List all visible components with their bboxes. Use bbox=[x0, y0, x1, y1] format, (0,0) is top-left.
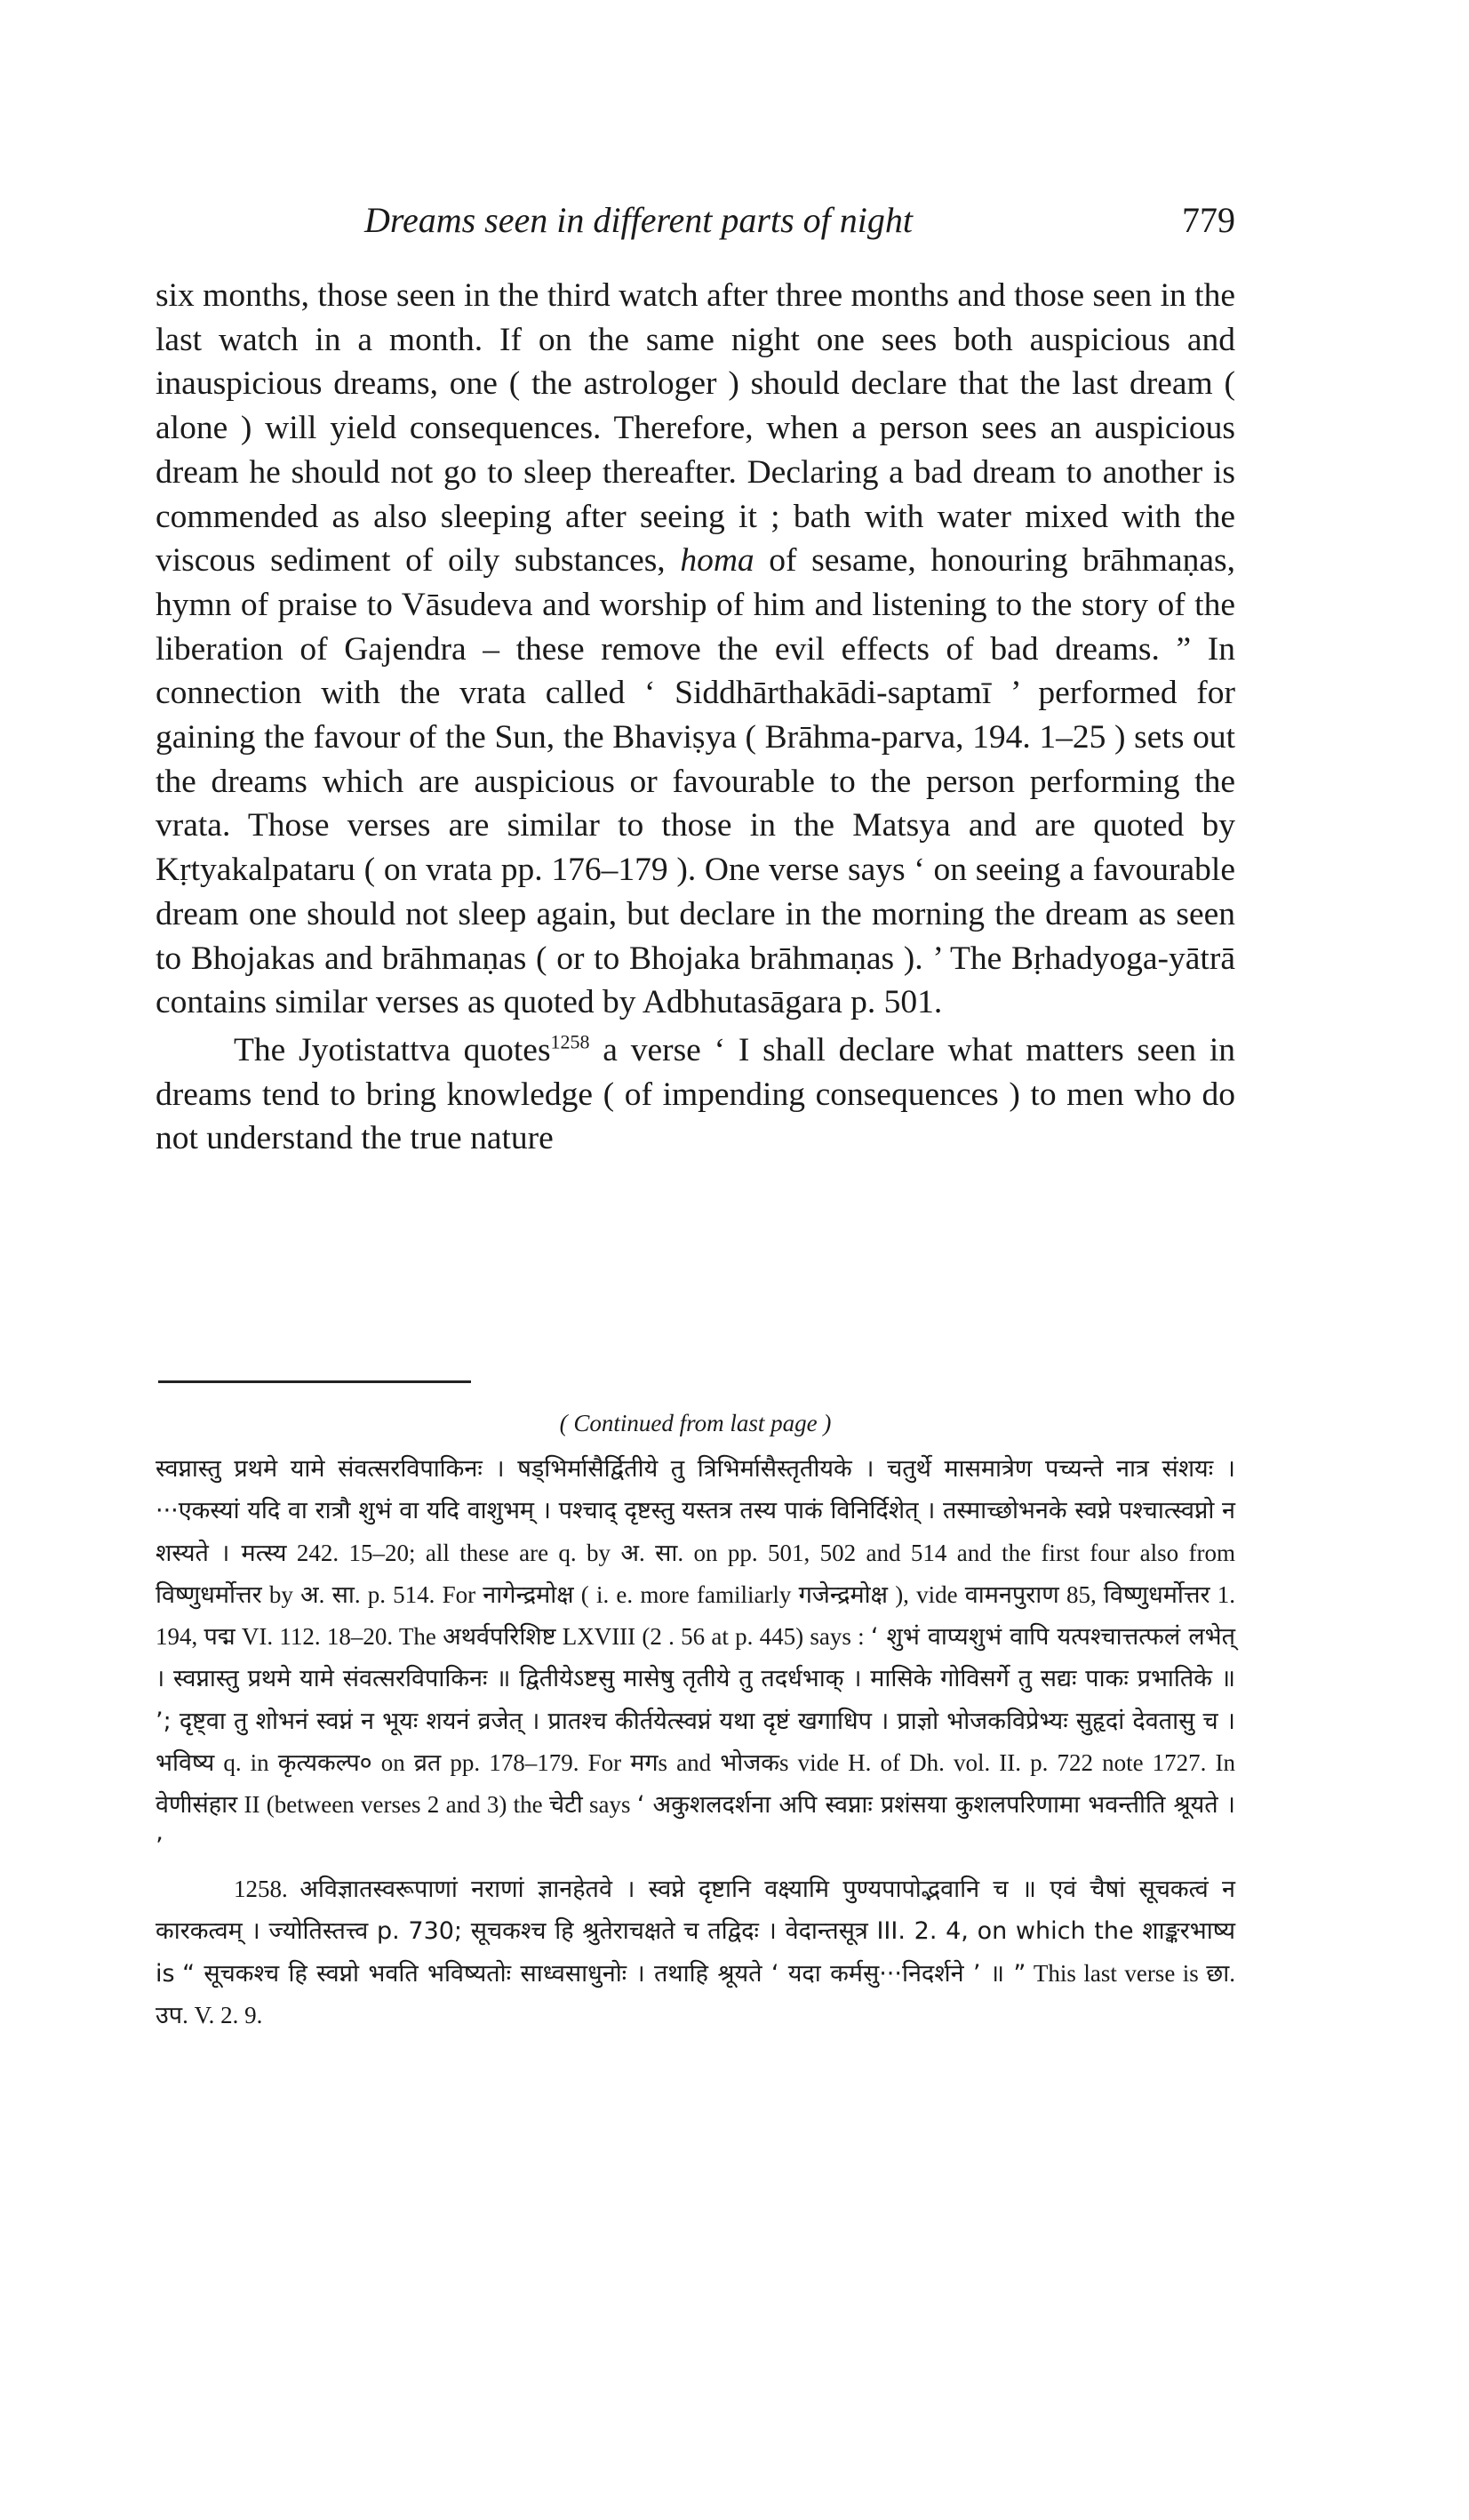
fn-1258-a: अविज्ञातस्वरूपाणां नराणां ज्ञानहेतवे । स्वप्ने दृष्टानि वक्ष्यामि पुण्यपापोद्भवानि च ॥ एवं चैषां सूचकत्वं न कारकत्वम् । ज्योतिस्तत्त्व p. 730; सूचकश्च हि श्रुतेराचक्षते च तद्विदः । वेदान्तसूत्र III. 2. 4, on which the शाङ्करभाष्य is bbox=[156, 1875, 1236, 1988]
paragraph-2-start: The Jyotistattva quotes bbox=[234, 1031, 551, 1068]
body-paragraph-1 bbox=[156, 274, 1235, 1025]
fn-cont-5: ‘ अकुशलदर्शना अपि स्वप्नाः प्रशंसया कुशलपरिणामा भवन्तीति श्रूयते । ’ bbox=[156, 1790, 1236, 1860]
homa-term: homa bbox=[680, 542, 754, 580]
body-paragraph-2 bbox=[156, 1028, 1235, 1161]
continued-label: ( Continued from last page ) bbox=[559, 1410, 832, 1436]
body-text bbox=[156, 274, 1235, 1161]
fn-cont-1: स्वप्नास्तु प्रथमे यामे संवत्सरविपाकिनः । षड्भिर्मासैर्द्वितीये तु त्रिभिर्मासैस्तृतीयके । चतुर्थे मासमात्रेण पच्यन्ते नात्र संशयः ।···एकस्यां यदि वा रात्रौ शुभं वा यदि वाशुभम् । पश्चाद् दृष्टस्तु यस्तत्र तस्य पाकं विनिर्दिशेत् । तस्माच्छोभनके स्वप्ने पश्चात्स्वप्नो न शस्यते । मत्स्य bbox=[156, 1454, 1235, 1567]
footnote-divider bbox=[158, 1380, 471, 1383]
fn-cont-4: भविष्य q. in कृत्यकल्प० on व्रत pp. 178–179. For मगs and भोजकs vide H. of Dh. vol. II. p. 722 note 1727. In वेणीसंहार II (between verses 2 and 3) the चेटी says bbox=[156, 1749, 1235, 1818]
footnote-marker-1258: 1258 bbox=[550, 1030, 590, 1053]
fn-cont-2: 242. 15–20; all these are q. by अ. सा. on pp. 501, 502 and 514 and the first four also from विष्णुधर्मोत्तर by अ. सा. p. 514. For नागेन्द्रमोक्ष ( i. e. more familiarly गजेन्द्रमोक्ष ), vide वामनपुराण 85, विष्णुधर्मोत्तर 1. 194, पद्म VI. 112. 18–20. The अथर्वपरिशिष्ट LXVIII (2 . 56 at p. 445) says : bbox=[156, 1539, 1236, 1650]
running-title: Dreams seen in different parts of night bbox=[364, 200, 913, 240]
running-head bbox=[160, 199, 1235, 252]
fn-cont-3: ‘ शुभं वाप्यशुभं वापि यत्पश्चात्तत्फलं लभेत् । स्वप्नास्तु प्रथमे यामे संवत्सरविपाकिनः ॥ द्वितीयेऽष्टसु मासेषु तृतीये तु तदर्धभाक् । मासिके गोविसर्गे तु सद्यः पाकः प्रभातिके ॥ ’; दृष्ट्वा तु शोभनं स्वप्नं न भूयः शयनं व्रजेत् । प्रातश्च कीर्तयेत्स्वप्नं यथा दृष्टं खगाधिप । प्राज्ञो भोजकविप्रेभ्यः सुहृदां देवतासु च । bbox=[156, 1622, 1235, 1735]
fn-1258-b: “ सूचकश्च हि स्वप्नो भवति भविष्यतोः साध्वसाधुनोः । तथाहि श्रूयते ‘ यदा कर्मसु···निदर्शने ’ ॥ ” bbox=[182, 1959, 1026, 1988]
footnote-1258 bbox=[156, 1868, 1235, 2036]
footnotes bbox=[156, 1403, 1235, 2036]
footnote-continued bbox=[156, 1448, 1235, 1868]
paragraph-1-part-a: six months, those seen in the third watch after three months and those seen in the last watch in a month. If on the same night one sees both auspicious and inauspicious dreams, one ( the astrologer ) should declare that the last dream ( alone ) will yield consequences. Therefore, when a person sees an auspicious dream he should not go to sleep thereafter. Declaring a bad dream to another is commended as also sleeping after seeing it ; bath with water mixed with the viscous sediment of oily substances, bbox=[156, 277, 1235, 580]
page-number: 779 bbox=[1182, 200, 1235, 240]
paragraph-1-part-b: of sesame, honouring brāhmaṇas, hymn of praise to Vāsudeva and worship of him and listening to the story of the liberation of Gajendra – these remove the evil effects of bad dreams. ” In connection with the vrata called ‘ Siddhārthakādi-saptamī ’ performed for gaining the favour of the Sun, the Bhaviṣya ( Brāhma-parva, 194. 1–25 ) sets out the dreams which are auspicious or favourable to the person performing the vrata. Those verses are similar to those in the Matsya and are quoted by Kṛtyakalpataru ( on vrata pp. 176–179 ). One verse says ‘ on seeing a favourable dream one should not sleep again, but declare in the morning the dream as seen to Bhojakas and brāhmaṇas ( or to Bhojaka brāhmaṇas ). ’ The Bṛhadyoga-yātrā contains similar verses as quoted by Adbhutasāgara p. 501. bbox=[156, 542, 1235, 1021]
paragraph-2-rest: a verse ‘ I shall declare what matters seen in dreams tend to bring knowledge ( of impending consequences ) to men who do not understand the true nature bbox=[156, 1031, 1235, 1157]
fn-1258-number: 1258. bbox=[234, 1875, 288, 1902]
fn-1258-c: This last verse is छा. उप. V. 2. 9. bbox=[156, 1959, 1235, 2028]
